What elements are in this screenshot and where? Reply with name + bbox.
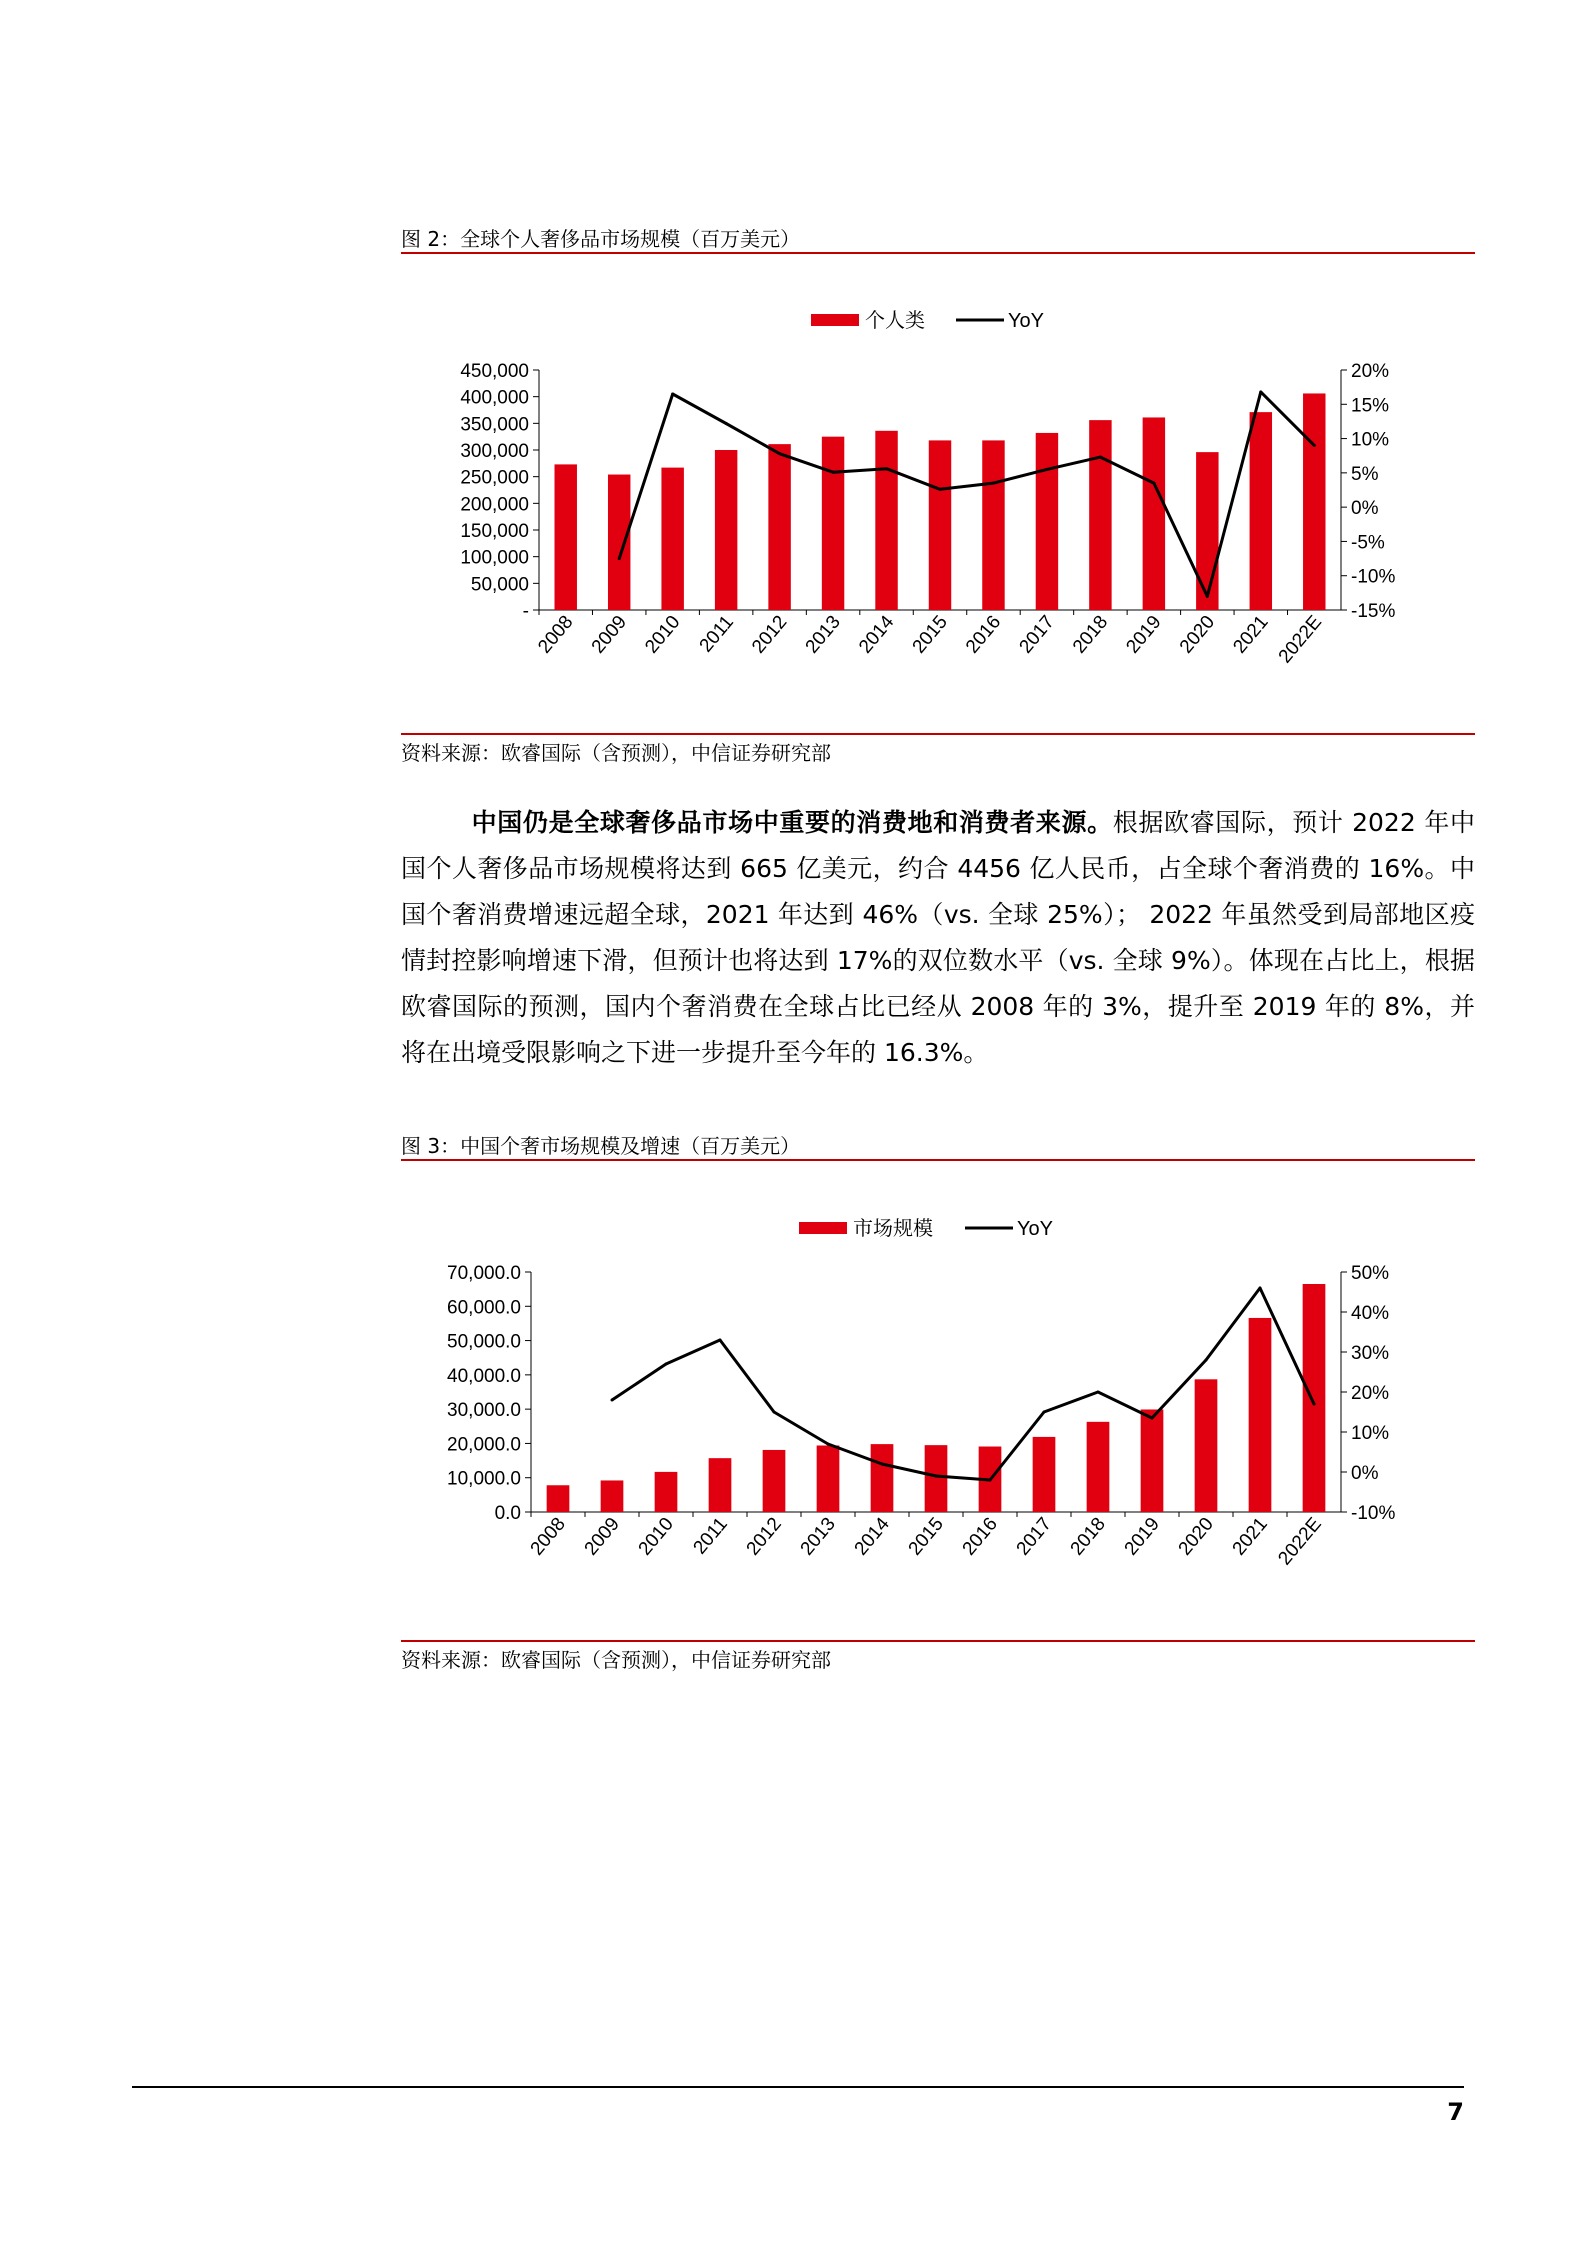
right-axis-tick-label: 30% [1351,1343,1390,1364]
bar-2010 [655,1472,678,1512]
bar-2017 [1033,1437,1056,1512]
left-axis-tick-label: 50,000 [470,574,529,596]
x-axis-label-2020: 2020 [1175,611,1220,658]
x-axis-label-2014: 2014 [855,611,899,658]
right-axis-tick-label: 20% [1351,361,1390,382]
legend-bar-label: 个人类 [865,310,925,332]
legend-bar-swatch [799,1222,847,1234]
x-axis-label-2010: 2010 [641,611,685,658]
left-axis-tick-label: 300,000 [460,441,529,462]
right-axis-tick-label: 0% [1351,498,1379,520]
left-axis-tick-label: 30,000.0 [447,1400,521,1422]
yoy-point-2012 [773,1411,776,1414]
bar-2016 [982,440,1004,610]
yoy-point-2011 [725,422,728,425]
left-axis-tick-label: 400,000 [460,387,529,409]
left-axis-tick-label: 50,000.0 [447,1331,521,1353]
bar-2018 [1087,1422,1110,1512]
left-axis-tick-label: 250,000 [460,467,529,489]
bar-2022E [1303,1284,1326,1512]
bar-2009 [601,1480,624,1512]
bar-2010 [661,468,683,610]
bar-2017 [1036,433,1058,610]
bar-2011 [709,1458,732,1512]
x-axis-label-2012: 2012 [748,611,792,658]
yoy-point-2013 [827,1443,830,1446]
yoy-point-2017 [1045,468,1048,471]
bar-2018 [1089,420,1111,610]
x-axis-label-2013: 2013 [801,611,845,658]
x-axis-label-2015: 2015 [908,611,952,658]
left-axis-tick-label: 200,000 [460,494,529,516]
left-axis-tick-label: - [522,601,529,622]
yoy-point-2015 [939,488,942,491]
yoy-point-2016 [989,1479,992,1482]
x-axis-label-2022E: 2022E [1274,611,1327,668]
x-axis-label-2019: 2019 [1122,611,1166,658]
yoy-point-2019 [1152,482,1155,485]
bar-2014 [871,1444,894,1512]
yoy-point-2015 [935,1475,938,1478]
yoy-point-2021 [1259,1287,1262,1290]
figure-2-top-rule [401,252,1475,254]
bar-2008 [555,464,577,610]
x-axis-label-2011: 2011 [695,611,738,657]
footer-rule [132,2086,1464,2088]
yoy-point-2014 [881,1463,884,1466]
yoy-point-2013 [832,471,835,474]
legend-line-label: YoY [1008,310,1044,332]
left-axis-tick-label: 70,000.0 [447,1263,521,1284]
bar-2011 [715,450,737,610]
x-axis-label-2021: 2021 [1228,1513,1272,1560]
left-axis-tick-label: 450,000 [460,361,529,382]
bar-2015 [925,1445,948,1512]
bar-2021 [1249,1318,1272,1512]
x-axis-label-2011: 2011 [689,1513,732,1559]
right-axis-tick-label: -10% [1351,566,1396,588]
x-axis-label-2021: 2021 [1229,611,1273,658]
bar-2019 [1141,1409,1164,1512]
figure-3-title: 图 3：中国个奢市场规模及增速（百万美元） [401,1134,801,1158]
bar-2008 [547,1485,570,1512]
x-axis-label-2018: 2018 [1066,1513,1110,1560]
yoy-point-2010 [665,1363,668,1366]
left-axis-tick-label: 350,000 [460,414,529,436]
yoy-point-2018 [1097,1391,1100,1394]
yoy-point-2011 [719,1339,722,1342]
x-axis-label-2008: 2008 [526,1513,570,1560]
bar-2022E [1303,393,1325,610]
yoy-point-2012 [778,452,781,455]
bar-2015 [929,440,951,610]
paragraph-body: 根据欧睿国际，预计 2022 年中国个人奢侈品市场规模将达到 665 亿美元，约合 4456 亿人民币，占全球个奢消费的 16%。中国个奢消费增速远超全球，2021 年达到 46%（vs. 全球 25%）； 2022 年虽然受到局部地区疫情封控影响增速下滑，但预计也将达到 17%的双位数水平（vs. 全球 9%）。体现在占比上，根据欧睿国际的预测，国内个奢消费在全球占比已经从 2008 年的 3%，提升至 2019 年的 8%，并将在出境受限影响之下进一步提升至今年的 16.3%。 [401,808,1475,1067]
bar-2013 [822,437,844,610]
bar-2009 [608,475,630,610]
x-axis-label-2012: 2012 [742,1513,786,1560]
body-paragraph [401,800,1475,1076]
figure-2-bottom-rule [401,733,1475,735]
x-axis-label-2008: 2008 [534,611,578,658]
right-axis-tick-label: -10% [1351,1503,1396,1524]
left-axis-tick-label: 10,000.0 [447,1468,521,1490]
right-axis-tick-label: 0% [1351,1463,1379,1484]
yoy-point-2010 [671,393,674,396]
bar-2020 [1195,1379,1218,1512]
figure-2-title: 图 2：全球个人奢侈品市场规模（百万美元） [401,227,801,251]
x-axis-label-2013: 2013 [796,1513,840,1560]
left-axis-tick-label: 40,000.0 [447,1365,521,1387]
x-axis-label-2014: 2014 [850,1513,894,1560]
yoy-point-2017 [1043,1411,1046,1414]
bar-2019 [1143,417,1165,610]
legend-bar-swatch [811,314,859,326]
x-axis-label-2017: 2017 [1015,611,1059,658]
bar-2021 [1250,412,1272,610]
x-axis-label-2016: 2016 [958,1513,1002,1560]
figure-3-top-rule [401,1159,1475,1161]
yoy-point-2009 [618,557,621,560]
right-axis-tick-label: 15% [1351,395,1390,417]
figure-3-source: 资料来源：欧睿国际（含预测），中信证券研究部 [401,1648,831,1672]
left-axis-tick-label: 150,000 [460,521,529,542]
figure-2-source: 资料来源：欧睿国际（含预测），中信证券研究部 [401,741,831,765]
figure-2-chart [401,290,1475,710]
right-axis-tick-label: -15% [1351,601,1396,622]
figure-3-bottom-rule [401,1640,1475,1642]
bar-2020 [1196,452,1218,610]
yoy-point-2016 [992,482,995,485]
left-axis-tick-label: 60,000.0 [447,1297,521,1319]
right-axis-tick-label: 10% [1351,1423,1390,1444]
left-axis-tick-label: 0.0 [494,1503,521,1524]
bar-2012 [768,444,790,610]
x-axis-label-2009: 2009 [580,1513,624,1560]
x-axis-label-2016: 2016 [962,611,1006,658]
right-axis-tick-label: -5% [1351,532,1385,554]
yoy-point-2021 [1259,390,1262,393]
legend-line-label: YoY [1017,1218,1053,1240]
bar-2014 [875,431,897,610]
yoy-point-2022E [1313,444,1316,447]
right-axis-tick-label: 10% [1351,429,1390,451]
x-axis-label-2020: 2020 [1174,1513,1218,1560]
yoy-point-2019 [1151,1417,1154,1420]
x-axis-label-2015: 2015 [904,1513,948,1560]
global-luxury-chart [401,290,1475,710]
right-axis-tick-label: 40% [1351,1303,1390,1324]
x-axis-label-2010: 2010 [634,1513,678,1560]
right-axis-tick-label: 5% [1351,463,1379,485]
bar-2013 [817,1445,840,1512]
x-axis-label-2017: 2017 [1012,1513,1056,1560]
legend-bar-label: 市场规模 [853,1218,933,1240]
left-axis-tick-label: 20,000.0 [447,1434,521,1456]
right-axis-tick-label: 50% [1351,1263,1390,1284]
yoy-point-2018 [1099,456,1102,459]
china-luxury-chart [401,1200,1475,1620]
x-axis-label-2009: 2009 [587,611,632,658]
yoy-point-2020 [1206,595,1209,598]
right-axis-tick-label: 20% [1351,1383,1390,1404]
figure-3-chart [401,1200,1475,1620]
yoy-point-2022E [1313,1403,1316,1406]
yoy-point-2009 [611,1399,614,1402]
paragraph-lead: 中国仍是全球奢侈品市场中重要的消费地和消费者来源。 [471,808,1113,837]
x-axis-label-2019: 2019 [1120,1513,1164,1560]
yoy-point-2020 [1205,1359,1208,1362]
bar-2012 [763,1450,786,1512]
yoy-point-2014 [885,467,888,470]
x-axis-label-2018: 2018 [1068,611,1113,658]
x-axis-label-2022E: 2022E [1274,1513,1326,1570]
left-axis-tick-label: 100,000 [460,547,529,569]
page-number: 7 [1447,2098,1464,2126]
